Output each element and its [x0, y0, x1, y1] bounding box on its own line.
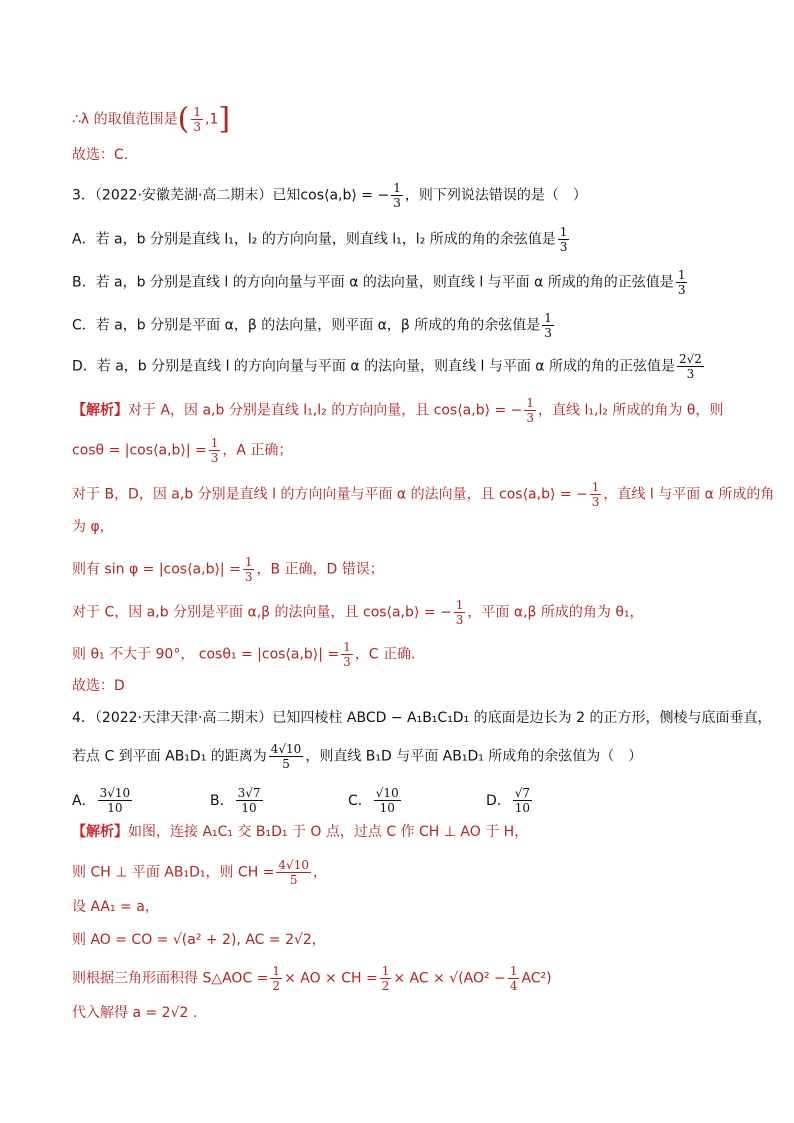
analysis-tag: 【解析】 — [72, 402, 128, 419]
q3-option-b: B．若 a，b 分别是直线 l 的方向向量与平面 α 的法向量，则直线 l 与平面 α 所成的角的正弦值是 $\frac{1}{3}$ — [72, 268, 686, 297]
q3-solution-line5: 则有 sin φ = |cos⟨a,b⟩| = $\frac{1}{3}$ ，B 正确，D 错误； — [72, 555, 384, 584]
q4-option-d: D． $\frac{√7}{10}$ — [486, 786, 531, 815]
q4-solution-line2: 则 CH ⊥ 平面 AB₁D₁，则 CH = $\frac{4√10}{5}$ ， — [72, 858, 327, 887]
q3-stem: 3．（2022·安徽芜湖·高二期末）已知cos⟨a,b⟩ = − $\frac{1}{3}$ ，则下列说法错误的是（ ） — [72, 181, 587, 210]
range-text: ∴λ 的取值范围是 — [72, 111, 178, 128]
q4-stem-line2: 若点 C 到平面 AB₁D₁ 的距离为 $\frac{4√10}{5}$ ，则直线 B₁D 与平面 AB₁D₁ 所成角的余弦值为（ ） — [72, 742, 643, 771]
q3-option-c: C．若 a，b 分别是平面 α，β 的法向量，则平面 α，β 所成的角的余弦值是 $\frac{1}{3}$ — [72, 311, 552, 340]
range-conclusion: ∴λ 的取值范围是( $\frac{1}{3}$ ,1] — [72, 101, 231, 137]
q4-stem-line1: 4．（2022·天津天津·高二期末）已知四棱柱 ABCD − A₁B₁C₁D₁ 的底面是边长为 2 的正方形，侧棱与底面垂直， — [72, 710, 772, 726]
q4-solution-line3: 设 AA₁ = a， — [72, 899, 159, 915]
fraction: $\frac{1}{3}$ — [193, 105, 202, 134]
answer-d: 故选：D — [72, 678, 125, 694]
q3-solution-line1: 【解析】对于 A，因 a,b 分别是直线 l₁,l₂ 的方向向量，且 cos⟨a,b⟩ = − $\frac{1}{3}$ ，直线 l₁,l₂ 所成的角为 θ，则 — [72, 396, 724, 425]
q3-solution-line3: 对于 B，D，因 a,b 分别是直线 l 的方向向量与平面 α 的法向量，且 cos⟨a,b⟩ = − $\frac{1}{3}$ ，直线 l 与平面 α 所成的角 — [72, 480, 775, 509]
q4-solution-line5: 则根据三角形面积得 S△AOC = $\frac{1}{2}$ × AO × CH = $\frac{1}{2}$ × AC × √(AO² − $\frac{1}{4}$ AC²) — [72, 964, 552, 993]
q4-option-a: A． $\frac{3√10}{10}$ — [72, 786, 131, 815]
answer-c: 故选：C. — [72, 147, 129, 163]
q3-solution-line6: 对于 C，因 a,b 分别是平面 α,β 的法向量，且 cos⟨a,b⟩ = − $\frac{1}{3}$ ，平面 α,β 所成的角为 θ₁， — [72, 598, 644, 627]
q3-option-a: A．若 a，b 分别是直线 l₁，l₂ 的方向向量，则直线 l₁，l₂ 所成的角的余弦值是 $\frac{1}{3}$ — [72, 225, 568, 254]
q3-solution-line2: cosθ = |cos⟨a,b⟩| = $\frac{1}{3}$ ，A 正确； — [72, 436, 293, 465]
analysis-tag: 【解析】 — [72, 824, 128, 840]
q4-option-c: C． $\frac{√10}{10}$ — [348, 786, 399, 815]
q4-option-b: B． $\frac{3√7}{10}$ — [210, 786, 261, 815]
q3-solution-line4: 为 φ， — [72, 519, 114, 535]
q3-option-d: D．若 a，b 分别是直线 l 的方向向量与平面 α 的法向量，则直线 l 与平面 α 所成的角的正弦值是 $\frac{2√2}{3}$ — [72, 352, 702, 381]
q4-solution-line6: 代入解得 a = 2√2 . — [72, 1005, 198, 1021]
q3-solution-line7: 则 θ₁ 不大于 90°， cosθ₁ = |cos⟨a,b⟩| = $\frac{1}{3}$ ，C 正确. — [72, 640, 416, 669]
q4-solution-line4: 则 AO = CO = √(a² + 2), AC = 2√2， — [72, 932, 326, 948]
q4-solution-line1: 【解析】如图，连接 A₁C₁ 交 B₁D₁ 于 O 点，过点 C 作 CH ⊥ AO 于 H， — [72, 824, 529, 840]
